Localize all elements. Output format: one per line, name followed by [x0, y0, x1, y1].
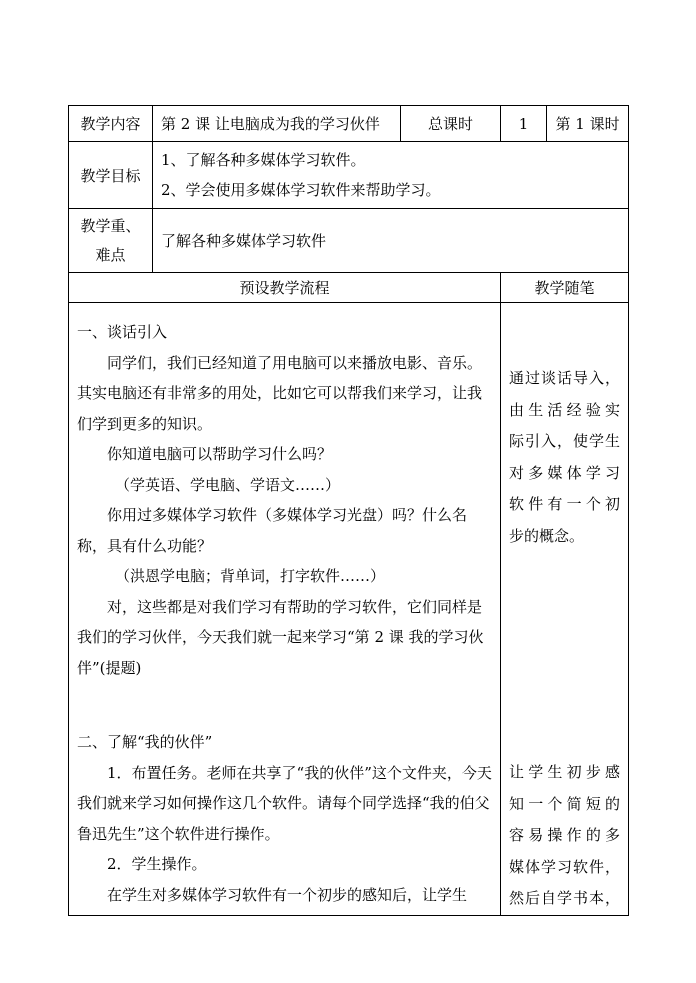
key-points-label-line2: 难点 — [95, 245, 126, 264]
flow-paragraph: 1．布置任务。老师在共享了“我的伙伴”这个文件夹，今天我们就来学习如何操作这几个软件。请每个同学选择“我的伯父鲁迅先生”这个软件进行操作。 — [77, 763, 492, 843]
note-line: 通过谈话导入， — [509, 369, 621, 387]
total-hours-label: 总课时 — [401, 106, 501, 142]
key-points-row — [69, 209, 629, 273]
header-row — [69, 106, 629, 142]
notes-content — [501, 303, 629, 916]
flow-header-row — [69, 273, 629, 303]
flow-paragraph: 你知道电脑可以帮助学习什么吗？ — [107, 445, 333, 463]
note-line: 步的概念。 — [509, 526, 585, 545]
note-line: 知一个简短的 — [509, 794, 621, 813]
lesson-plan-table — [68, 105, 629, 916]
flow-body-row — [69, 303, 629, 916]
total-hours-value: 1 — [501, 106, 547, 142]
note-line: 际引入，使学生 — [509, 432, 621, 450]
flow-paragraph: （学英语、学电脑、学语文……） — [115, 475, 341, 494]
flow-paragraph: （洪恩学电脑；背单词，打字软件……） — [115, 567, 386, 585]
flow-paragraph: 对，这些都是对我们学习有帮助的学习软件，它们同样是我们的学习伙伴，今天我们就一起来学习“第 2 课 我的学习伙伴”(提题) — [77, 597, 484, 677]
goal-item: 2、学会使用多媒体学习软件来帮助学习。 — [161, 181, 441, 199]
key-points-label — [69, 209, 153, 273]
note-line: 媒体学习软件， — [509, 857, 621, 876]
note-line: 容易操作的多 — [509, 826, 621, 844]
content-label: 教学内容 — [69, 106, 153, 142]
key-points-content: 了解各种多媒体学习软件 — [153, 209, 629, 273]
note-line: 对多媒体学习 — [509, 463, 621, 482]
note-partner — [501, 757, 628, 915]
goals-label: 教学目标 — [69, 142, 153, 209]
current-hour: 第 1 课时 — [547, 106, 629, 142]
key-points-label-line1: 教学重、 — [80, 216, 141, 235]
flow-paragraph: 2．学生操作。 — [107, 855, 207, 873]
lesson-title: 第 2 课 让电脑成为我的学习伙伴 — [153, 106, 401, 142]
flow-content — [69, 303, 501, 916]
flow-paragraph: 你用过多媒体学习软件（多媒体学习光盘）吗？什么名称，具有什么功能？ — [77, 506, 468, 555]
note-line: 让学生初步感 — [509, 763, 621, 781]
goal-item: 1、了解各种多媒体学习软件。 — [161, 151, 366, 169]
goals-row — [69, 142, 629, 209]
goals-content — [153, 142, 629, 209]
flow-paragraph: 同学们，我们已经知道了用电脑可以来播放电影、音乐。其实电脑还有非常多的用处，比如它可以帮我们来学习，让我们学到更多的知识。 — [77, 353, 483, 433]
note-line: 由生活经验实 — [509, 400, 621, 419]
note-intro — [501, 363, 628, 552]
section-heading-partner: 二、了解“我的伙伴” — [77, 733, 213, 751]
flow-header: 预设教学流程 — [69, 273, 501, 303]
notes-header: 教学随笔 — [501, 273, 629, 303]
note-line: 然后自学书本， — [509, 889, 621, 907]
section-heading-intro: 一、谈话引入 — [77, 323, 168, 341]
note-line: 软件有一个初 — [509, 495, 621, 513]
flow-paragraph: 在学生对多媒体学习软件有一个初步的感知后，让学生 — [107, 885, 468, 904]
